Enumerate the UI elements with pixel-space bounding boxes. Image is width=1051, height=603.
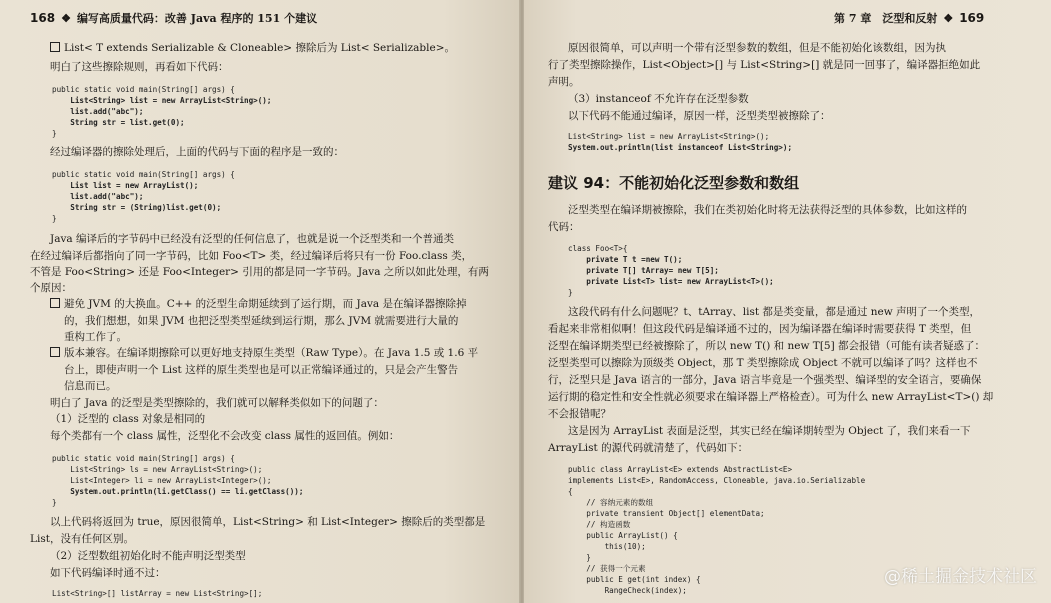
text-line: （2）泛型数组初始化时不能声明泛型类型 [50, 550, 246, 562]
text-line: 运行期的稳定性和安全性就必须要求在编译器上严格检查）。可为什么 new ArrayList<T>() 却 [548, 391, 994, 403]
code-line: List<String> list = new ArrayList<String>(); [52, 96, 272, 105]
code-line: } [52, 498, 57, 507]
code-line: public E get(int index) { [568, 575, 701, 584]
code-line: String str = list.get(0); [52, 118, 185, 127]
diamond-ornament-icon: ❖ [61, 12, 71, 25]
text-line: 避免 JVM 的大换血。C++ 的泛型生命期延续到了运行期，而 Java 是在编译器擦除掉 [50, 297, 467, 311]
text-line: 经过编译器的擦除处理后，上面的代码与下面的程序是一致的： [50, 146, 344, 158]
text-line: 不会报错呢？ [548, 408, 611, 420]
text-line: List< T extends Serializable & Cloneable> 擦除后为 List< Serializable>。 [50, 41, 455, 55]
text-line: 个原因： [30, 282, 72, 294]
code-line: System.out.println(list instanceof List<String>); [568, 143, 793, 152]
text-line: 台上，即使声明一个 List 这样的原生类型也是可以正常编译通过的，只是会产生警告 [64, 364, 459, 376]
left-page [0, 0, 521, 603]
code-line: List list = new ArrayList(); [52, 181, 199, 190]
code-line: RangeCheck(index); [568, 586, 687, 595]
code-line: List<Integer> li = new ArrayList<Integer>(); [52, 476, 272, 485]
code-line: public ArrayList() { [568, 531, 678, 540]
code-line: list.add("abc"); [52, 192, 144, 201]
text-line: 这是因为 ArrayList 表面是泛型，其实已经在编译期转型为 Object 了，我们来看一下 [568, 425, 971, 437]
text-line: （3）instanceof 不允许存在泛型参数 [568, 93, 749, 105]
code-line: implements List<E>, RandomAccess, Cloneable, java.io.Serializable [568, 476, 866, 485]
code-line: List<String>[] listArray = new List<String>[]; [52, 589, 263, 598]
code-line: // 容纳元素的数组 [568, 498, 654, 507]
text-line: 泛型类型可以擦除为顶级类 Object，那 T 类型擦除成 Object 不就可以编译了吗？这样也不 [548, 357, 978, 369]
left-page-header [30, 10, 317, 26]
checkbox-bullet-icon [50, 298, 60, 308]
text-line: ArrayList 的源代码就清楚了，代码如下： [548, 442, 749, 454]
code-line: } [568, 288, 573, 297]
text-line: 这段代码有什么问题呢？t、tArray、list 都是类变量，都是通过 new 声明了一个类型， [568, 306, 981, 318]
code-line: // 构造函数 [568, 520, 631, 529]
text-line: 以下代码不能通过编译，原因一样，泛型类型被擦除了： [568, 110, 831, 122]
text-line: 行，泛型只是 Java 语言的一部分，Java 语言毕竟是一个强类型、编译型的安全语言，要确保 [548, 374, 982, 386]
code-line: List<String> ls = new ArrayList<String>(); [52, 465, 263, 474]
code-line: String str = (String)list.get(0); [52, 203, 222, 212]
text-line: 以上代码将返回为 true，原因很简单，List<String> 和 List<Integer> 擦除后的类型都是 [50, 516, 486, 528]
text-line: Java 编译后的字节码中已经没有泛型的任何信息了，也就是说一个泛型类和一个普通类 [50, 233, 454, 245]
right-page-number: 169 [959, 11, 985, 25]
code-line: public static void main(String[] args) { [52, 85, 235, 94]
right-page [524, 0, 1051, 603]
text-line: 在经过编译后都指向了同一字节码，比如 Foo<T> 类，经过编译后将只有一份 Foo.class 类， [30, 250, 473, 262]
text-line: 的，我们想想，如果 JVM 也把泛型类型延续到运行期，那么 JVM 就需要进行大量的 [64, 315, 459, 327]
text-line: 泛型在编译期类型已经被擦除了，所以 new T() 和 new T[5] 都会报错（可能有读者疑惑了： [548, 340, 986, 352]
text-line: 原因很简单，可以声明一个带有泛型参数的数组，但是不能初始化该数组，因为执 [568, 42, 946, 54]
diamond-ornament-icon: ❖ [943, 12, 954, 25]
code-line: List<String> list = new ArrayList<String>(); [568, 132, 770, 141]
text-line: 明白了这些擦除规则，再看如下代码： [50, 61, 229, 73]
code-line: public static void main(String[] args) { [52, 454, 235, 463]
code-line: this(10); [568, 542, 646, 551]
code-line: list.add("abc"); [52, 107, 144, 116]
code-line: } [568, 553, 591, 562]
code-line: private transient Object[] elementData; [568, 509, 765, 518]
text-line: 重构工作了。 [64, 331, 127, 343]
code-line: private T t =new T(); [568, 255, 683, 264]
text-line: 每个类都有一个 class 属性，泛型化不会改变 class 属性的返回值。例如： [50, 430, 400, 442]
code-line: private List<T> list= new ArrayList<T>(); [568, 277, 774, 286]
text-line: （1）泛型的 class 对象是相同的 [50, 413, 206, 425]
text-line: 版本兼容。在编译期擦除可以更好地支持原生类型（Raw Type）。在 Java 1.5 或 1.6 平 [50, 346, 478, 360]
checkbox-bullet-icon [50, 347, 60, 357]
code-line: { [568, 487, 573, 496]
code-line: System.out.println(li.getClass() == li.getClass()); [52, 487, 304, 496]
text-line: 行了类型擦除操作，List<Object>[] 与 List<String>[] 就是同一回事了，编译器拒绝如此 [548, 59, 981, 71]
section-title: 建议 94：不能初始化泛型参数和数组 [548, 174, 800, 192]
text-line: 如下代码编译时通不过： [50, 567, 166, 579]
right-header-title: 第 7 章 泛型和反射 [834, 12, 938, 25]
checkbox-bullet-icon [50, 42, 60, 52]
text-line: List，没有任何区别。 [30, 533, 134, 545]
left-page-number: 168 [30, 11, 56, 25]
code-line: } [52, 129, 57, 138]
right-page-header [834, 10, 984, 26]
text-line: 泛型类型在编译期被擦除，我们在类初始化时将无法获得泛型的具体参数，比如这样的 [568, 204, 967, 216]
code-line: private T[] tArray= new T[5]; [568, 266, 719, 275]
code-line: class Foo<T>{ [568, 244, 628, 253]
text-line: 明白了 Java 的泛型是类型擦除的，我们就可以解释类似如下的问题了： [50, 397, 384, 409]
text-line: 信息而已。 [64, 380, 117, 392]
text-line: 不管是 Foo<String> 还是 Foo<Integer> 引用的都是同一字节码。Java 之所以如此处理，有两 [30, 266, 489, 278]
text-line: 声明。 [548, 76, 580, 88]
code-line: public class ArrayList<E> extends AbstractList<E> [568, 465, 793, 474]
left-header-title: 编写高质量代码：改善 Java 程序的 151 个建议 [76, 12, 318, 25]
text-line: 看起来非常相似啊！但这段代码是编译通不过的，因为编译器在编译时需要获得 T 类型，但 [548, 323, 972, 335]
code-line: // 获得一个元素 [568, 564, 646, 573]
code-line: public static void main(String[] args) { [52, 170, 235, 179]
code-line: } [52, 214, 57, 223]
text-line: 代码： [548, 221, 580, 233]
watermark: @稀土掘金技术社区 [884, 567, 1037, 587]
